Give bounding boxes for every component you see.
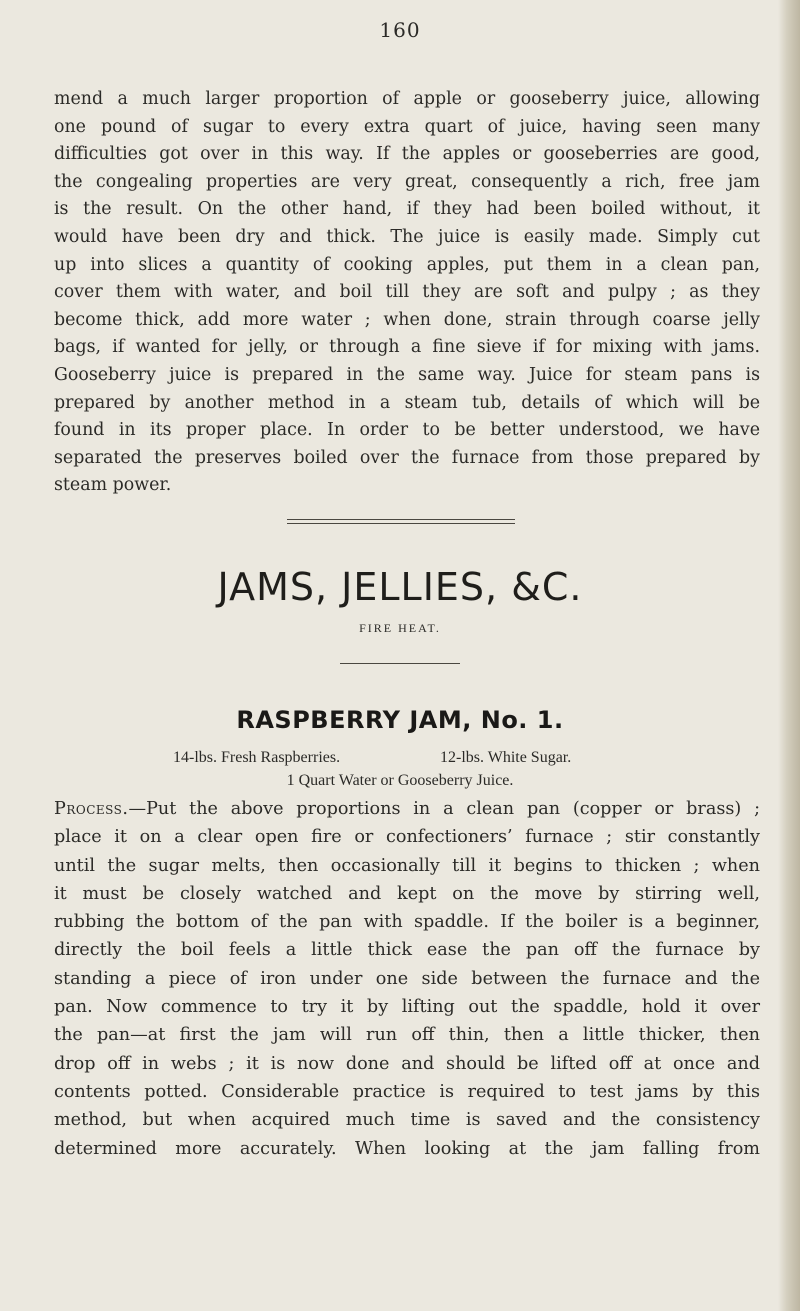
text-line: separated the preserves boiled over the furnace from those prepared by	[54, 447, 760, 468]
text-line: become thick, add more water ; when done, strain through coarse jelly	[54, 309, 760, 330]
ingredient-item: 1 Quart Water or Gooseberry Juice.	[286, 772, 514, 789]
text-line: steam power.	[54, 475, 172, 496]
text-line: place it on a clear open fire or confectioners’ furnace ; stir constantly	[54, 827, 760, 848]
text-line: mend a much larger proportion of apple or gooseberry juice, allowing	[54, 89, 760, 109]
ingredient-item: 12-lbs. White Sugar.	[440, 749, 572, 766]
text-line: method, but when acquired much time is saved and the consistency	[54, 1110, 760, 1131]
double-rule-divider	[287, 519, 515, 524]
section-heading: JAMS, JELLIES, &C.	[217, 565, 583, 609]
text-line: one pound of sugar to every extra quart of juice, having seen many	[54, 116, 760, 137]
text-line: found in its proper place. In order to be better understood, we have	[54, 420, 760, 441]
text-line: up into slices a quantity of cooking apples, put them in a clean pan,	[54, 254, 760, 275]
text-line: directly the boil feels a little thick ease the pan off the furnace by	[54, 940, 760, 961]
text-line: bags, if wanted for jelly, or through a fine sieve if for mixing with jams.	[54, 337, 760, 358]
section-subheading: FIRE HEAT.	[359, 621, 441, 635]
recipe-title: RASPBERRY JAM, No. 1.	[236, 706, 564, 734]
intro-paragraph	[54, 86, 760, 500]
text-line: pan. Now commence to try it by lifting out the spaddle, hold it over	[54, 997, 760, 1018]
text-line: the pan—at first the jam will run off thin, then a little thicker, then	[54, 1025, 760, 1046]
text-line: prepared by another method in a steam tub, details of which will be	[54, 392, 760, 413]
text-line: determined more accurately. When looking at the jam falling from	[54, 1138, 760, 1159]
text-line: Gooseberry juice is prepared in the same way. Juice for steam pans is	[54, 364, 760, 385]
text-line: would have been dry and thick. The juice is easily made. Simply cut	[54, 226, 760, 247]
text-line: drop off in webs ; it is now done and should be lifted off at once and	[54, 1053, 760, 1074]
process-paragraph	[54, 795, 760, 1163]
ingredient-item: 14-lbs. Fresh Raspberries.	[173, 749, 341, 766]
text-line: contents potted. Considerable practice is required to test jams by this	[54, 1081, 760, 1102]
text-line: standing a piece of iron under one side between the furnace and the	[54, 968, 760, 989]
text-line: rubbing the bottom of the pan with spaddle. If the boiler is a beginner,	[54, 912, 760, 933]
text-line: the congealing properties are very great, consequently a rich, free jam	[54, 171, 760, 192]
text-line	[54, 795, 760, 823]
process-text: —Put the above proportions in a clean pan (copper or brass) ;	[128, 799, 760, 819]
page-number: 160	[379, 18, 421, 42]
process-label: Process.	[54, 799, 129, 819]
rule-divider	[340, 663, 460, 664]
text-line: cover them with water, and boil till they are soft and pulpy ; as they	[54, 282, 760, 303]
page-edge-shadow	[778, 0, 800, 1311]
text-line: is the result. On the other hand, if they had been boiled without, it	[54, 199, 760, 220]
text-line: until the sugar melts, then occasionally till it begins to thicken ; when	[54, 855, 760, 876]
text-line: difficulties got over in this way. If the apples or gooseberries are good,	[54, 144, 760, 165]
text-line: it must be closely watched and kept on the move by stirring well,	[54, 883, 760, 904]
